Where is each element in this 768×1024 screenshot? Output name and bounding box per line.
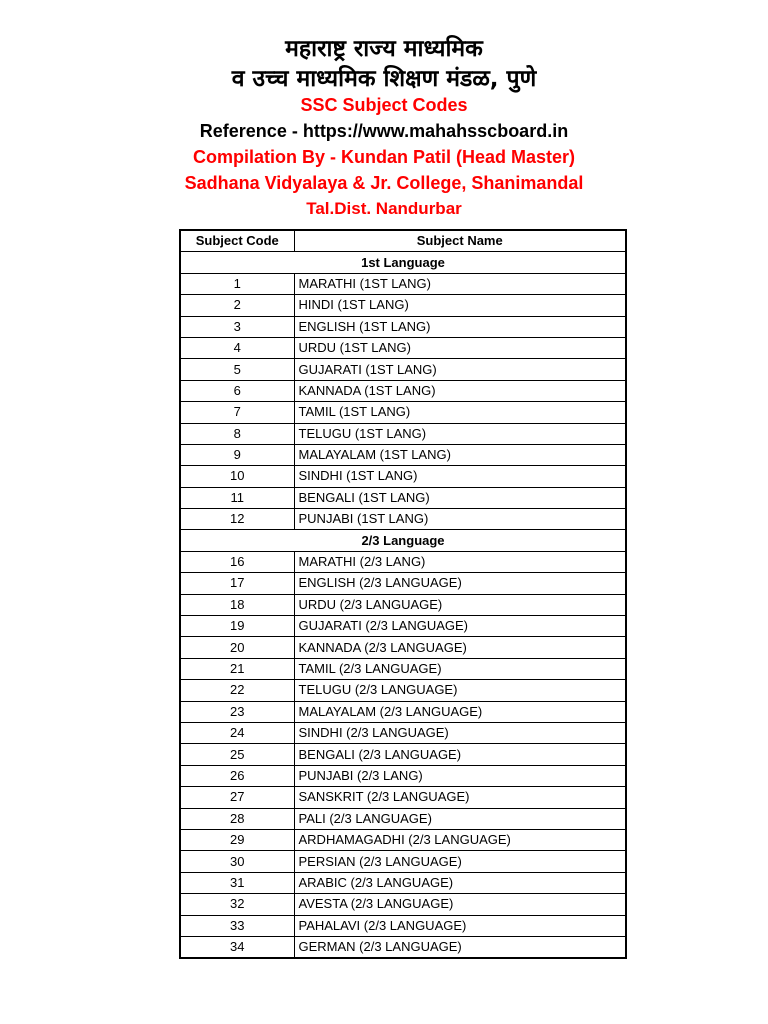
table-row — [180, 444, 626, 465]
table-row — [180, 680, 626, 701]
table-row — [180, 722, 626, 743]
subject-code-cell: 30 — [180, 851, 294, 872]
subject-code-cell: 21 — [180, 658, 294, 679]
section-row — [180, 252, 626, 273]
subject-name-cell: MALAYALAM (1ST LANG) — [294, 444, 626, 465]
subject-name-cell: PUNJABI (1ST LANG) — [294, 509, 626, 530]
reference-line: Reference - https://www.mahahsscboard.in — [199, 121, 569, 141]
subject-code-cell: 20 — [180, 637, 294, 658]
subject-code-cell: 17 — [180, 573, 294, 594]
table-header-row — [180, 230, 626, 252]
subject-name-cell: PUNJABI (2/3 LANG) — [294, 765, 626, 786]
table-row — [180, 765, 626, 786]
table-row — [180, 915, 626, 936]
table-row — [180, 466, 626, 487]
subject-code-cell: 24 — [180, 722, 294, 743]
subject-name-cell: TAMIL (1ST LANG) — [294, 402, 626, 423]
table-row — [180, 616, 626, 637]
subject-code-cell: 23 — [180, 701, 294, 722]
subject-code-cell: 9 — [180, 444, 294, 465]
subject-code-cell: 32 — [180, 894, 294, 915]
subject-code-cell: 7 — [180, 402, 294, 423]
subject-name-cell: MARATHI (2/3 LANG) — [294, 551, 626, 572]
header-subject-name: Subject Name — [294, 230, 626, 252]
table-row — [180, 551, 626, 572]
table-row — [180, 423, 626, 444]
subject-code-cell: 26 — [180, 765, 294, 786]
subject-code-cell: 19 — [180, 616, 294, 637]
subject-code-cell: 18 — [180, 594, 294, 615]
table-row — [180, 637, 626, 658]
subject-code-cell: 11 — [180, 487, 294, 508]
table-row — [180, 402, 626, 423]
subject-code-cell: 25 — [180, 744, 294, 765]
subject-name-cell: BENGALI (2/3 LANGUAGE) — [294, 744, 626, 765]
subject-name-cell: SINDHI (1ST LANG) — [294, 466, 626, 487]
compilation-line: Compilation By - Kundan Patil (Head Master) — [192, 147, 576, 167]
table-row — [180, 295, 626, 316]
subject-name-cell: KANNADA (1ST LANG) — [294, 380, 626, 401]
subject-name-cell: SANSKRIT (2/3 LANGUAGE) — [294, 787, 626, 808]
subject-name-cell: SINDHI (2/3 LANGUAGE) — [294, 722, 626, 743]
table-row — [180, 573, 626, 594]
table-row — [180, 808, 626, 829]
subject-code-cell: 16 — [180, 551, 294, 572]
subject-name-cell: URDU (2/3 LANGUAGE) — [294, 594, 626, 615]
table-row — [180, 851, 626, 872]
board-name-line2: व उच्च माध्यमिक शिक्षण मंडळ, पुणे — [231, 66, 537, 92]
subject-name-cell: TELUGU (1ST LANG) — [294, 423, 626, 444]
subject-name-cell: BENGALI (1ST LANG) — [294, 487, 626, 508]
header-subject-code: Subject Code — [180, 230, 294, 252]
school-line: Sadhana Vidyalaya & Jr. College, Shanimandal — [184, 173, 584, 193]
table-row — [180, 337, 626, 358]
table-body — [180, 252, 626, 958]
table-row — [180, 787, 626, 808]
table-row — [180, 316, 626, 337]
table-row — [180, 273, 626, 294]
subject-name-cell: TELUGU (2/3 LANGUAGE) — [294, 680, 626, 701]
subject-name-cell: PALI (2/3 LANGUAGE) — [294, 808, 626, 829]
subject-code-cell: 22 — [180, 680, 294, 701]
table-row — [180, 936, 626, 958]
subject-code-cell: 10 — [180, 466, 294, 487]
subject-name-cell: ENGLISH (1ST LANG) — [294, 316, 626, 337]
subject-name-cell: MALAYALAM (2/3 LANGUAGE) — [294, 701, 626, 722]
subject-name-cell: GUJARATI (1ST LANG) — [294, 359, 626, 380]
subject-code-cell: 1 — [180, 273, 294, 294]
subject-code-cell: 2 — [180, 295, 294, 316]
table-row — [180, 487, 626, 508]
table-row — [180, 894, 626, 915]
location-line: Tal.Dist. Nandurbar — [306, 199, 462, 218]
section-row — [180, 530, 626, 551]
subject-code-cell: 27 — [180, 787, 294, 808]
subject-code-cell: 3 — [180, 316, 294, 337]
subject-code-cell: 5 — [180, 359, 294, 380]
table-row — [180, 594, 626, 615]
subject-code-cell: 34 — [180, 936, 294, 958]
subject-name-cell: GERMAN (2/3 LANGUAGE) — [294, 936, 626, 958]
document-title: SSC Subject Codes — [300, 95, 468, 115]
subject-code-cell: 6 — [180, 380, 294, 401]
section-title: 1st Language — [180, 252, 626, 273]
table-row — [180, 744, 626, 765]
subject-name-cell: ARABIC (2/3 LANGUAGE) — [294, 872, 626, 893]
subject-name-cell: AVESTA (2/3 LANGUAGE) — [294, 894, 626, 915]
subject-name-cell: HINDI (1ST LANG) — [294, 295, 626, 316]
subject-codes-table — [179, 229, 627, 959]
table-row — [180, 380, 626, 401]
subject-code-cell: 12 — [180, 509, 294, 530]
subject-code-cell: 33 — [180, 915, 294, 936]
subject-name-cell: GUJARATI (2/3 LANGUAGE) — [294, 616, 626, 637]
subject-code-cell: 28 — [180, 808, 294, 829]
subject-code-cell: 4 — [180, 337, 294, 358]
subject-name-cell: MARATHI (1ST LANG) — [294, 273, 626, 294]
table-row — [180, 701, 626, 722]
subject-code-cell: 31 — [180, 872, 294, 893]
board-name-line1: महाराष्ट्र राज्य माध्यमिक — [285, 36, 483, 62]
table-row — [180, 658, 626, 679]
subject-name-cell: TAMIL (2/3 LANGUAGE) — [294, 658, 626, 679]
table-row — [180, 359, 626, 380]
subject-name-cell: PERSIAN (2/3 LANGUAGE) — [294, 851, 626, 872]
subject-name-cell: ENGLISH (2/3 LANGUAGE) — [294, 573, 626, 594]
table-row — [180, 872, 626, 893]
section-title: 2/3 Language — [180, 530, 626, 551]
subject-code-cell: 29 — [180, 829, 294, 850]
subject-name-cell: ARDHAMAGADHI (2/3 LANGUAGE) — [294, 829, 626, 850]
subject-name-cell: PAHALAVI (2/3 LANGUAGE) — [294, 915, 626, 936]
subject-name-cell: URDU (1ST LANG) — [294, 337, 626, 358]
table-row — [180, 509, 626, 530]
subject-name-cell: KANNADA (2/3 LANGUAGE) — [294, 637, 626, 658]
document-header — [0, 36, 768, 222]
table-row — [180, 829, 626, 850]
subject-code-cell: 8 — [180, 423, 294, 444]
